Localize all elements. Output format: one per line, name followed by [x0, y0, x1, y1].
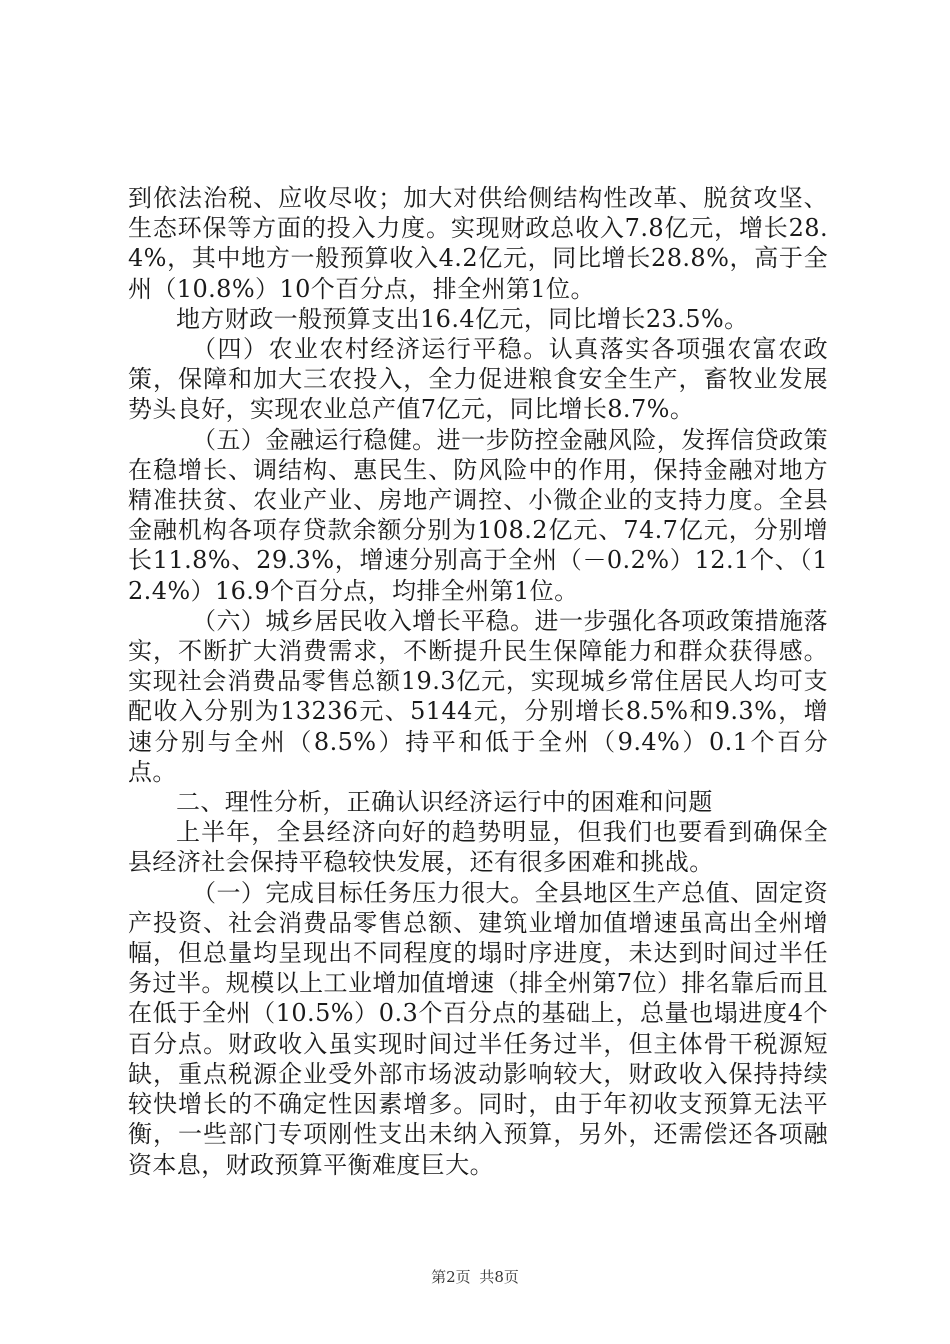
- page-total: 共8页: [479, 1268, 519, 1286]
- page-number: 第2页: [431, 1268, 471, 1286]
- paragraph-target-pressure: （一）完成目标任务压力很大。全县地区生产总值、固定资产投资、社会消费品零售总额、建筑业增加值增速虽高出全州增幅，但总量均呈现出不同程度的塌时序进度，未达到时间过半任务过半。规模以上工业增加值增速（排全州第7位）排名靠后而且在低于全州（10.5%）0.3个百分点的基础上，总量也塌进度4个百分点。财政收入虽实现时间过半任务过半，但主体骨干税源短缺，重点税源企业受外部市场波动影响较大，财政收入保持持续较快增长的不确定性因素增多。同时，由于年初收支预算无法平衡，一些部门专项刚性支出未纳入预算，另外，还需偿还各项融资本息，财政预算平衡难度巨大。: [128, 878, 828, 1179]
- document-body: [128, 183, 828, 1180]
- page-footer: [0, 1266, 950, 1287]
- paragraph-fiscal-revenue: 到依法治税、应收尽收；加大对供给侧结构性改革、脱贫攻坚、生态环保等方面的投入力度。实现财政总收入7.8亿元，增长28.4%，其中地方一般预算收入4.2亿元，同比增长28.8%，高于全州（10.8%）10个百分点，排全州第1位。: [128, 184, 828, 303]
- paragraph-agriculture: （四）农业农村经济运行平稳。认真落实各项强农富农政策，保障和加大三农投入，全力促进粮食安全生产，畜牧业发展势头良好，实现农业总产值7亿元，同比增长8.7%。: [128, 335, 828, 424]
- paragraph-resident-income: （六）城乡居民收入增长平稳。进一步强化各项政策措施落实，不断扩大消费需求，不断提升民生保障能力和群众获得感。实现社会消费品零售总额19.3亿元，实现城乡常住居民人均可支配收入分别为13236元、5144元，分别增长8.5%和9.3%，增速分别与全州（8.5%）持平和低于全州（9.4%）0.1个百分点。: [128, 606, 828, 786]
- section-heading-analysis: 二、理性分析，正确认识经济运行中的困难和问题: [176, 788, 713, 817]
- paragraph-first-half-overview: 上半年，全县经济向好的趋势明显，但我们也要看到确保全县经济社会保持平稳较快发展，还有很多困难和挑战。: [128, 818, 828, 877]
- paragraph-fiscal-expenditure: 地方财政一般预算支出16.4亿元，同比增长23.5%。: [176, 304, 749, 333]
- paragraph-finance: （五）金融运行稳健。进一步防控金融风险，发挥信贷政策在稳增长、调结构、惠民生、防风险中的作用，保持金融对地方精准扶贫、农业产业、房地产调控、小微企业的支持力度。全县金融机构各项存贷款余额分别为108.2亿元、74.7亿元，分别增长11.8%、29.3%，增速分别高于全州（－0.2%）12.1个、（12.4%）16.9个百分点，均排全州第1位。: [128, 425, 829, 605]
